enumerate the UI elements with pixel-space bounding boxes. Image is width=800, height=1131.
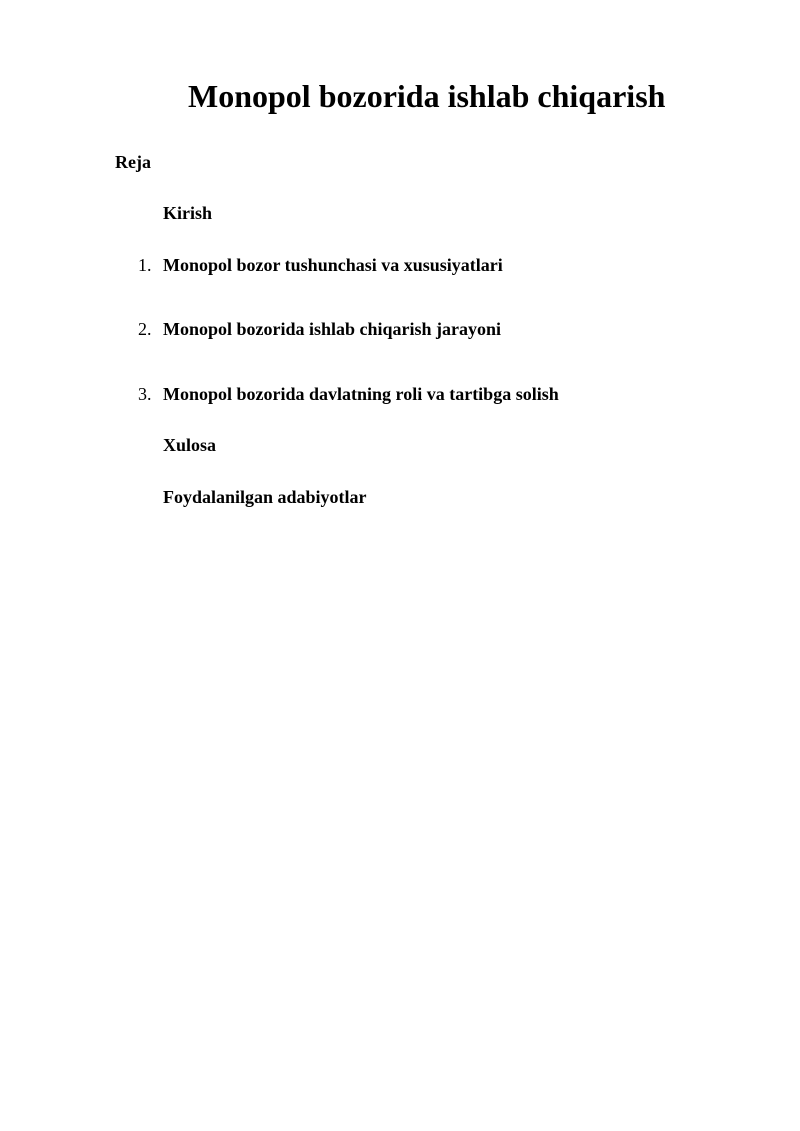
- toc-item-2-number: 2.: [138, 319, 152, 339]
- toc-item-1-number: 1.: [138, 255, 152, 275]
- toc-item-3-number: 3.: [138, 384, 152, 404]
- toc-item-2-text: Monopol bozorida ishlab chiqarish jarayoni: [163, 319, 502, 339]
- plan-heading: Reja: [115, 152, 151, 172]
- toc-intro: Kirish: [163, 203, 213, 223]
- toc-references: Foydalanilgan adabiyotlar: [163, 487, 367, 507]
- toc-item-3-text: Monopol bozorida davlatning roli va tartibga solish: [163, 384, 559, 404]
- toc-item-1-text: Monopol bozor tushunchasi va xususiyatlari: [163, 255, 503, 275]
- toc-conclusion: Xulosa: [163, 435, 217, 455]
- document-title: Monopol bozorida ishlab chiqarish: [188, 78, 666, 114]
